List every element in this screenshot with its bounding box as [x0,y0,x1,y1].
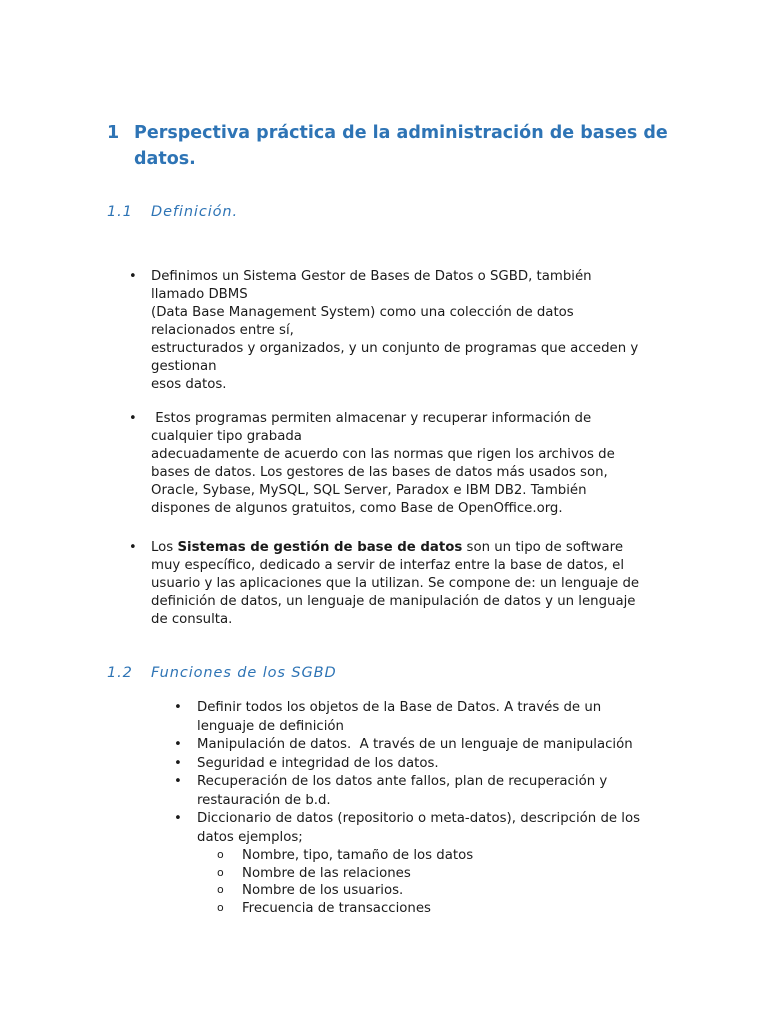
sub-bullet-marker: o [217,901,224,914]
section-number: 1.2 [107,665,133,681]
bullet-marker: • [174,756,182,771]
list-item [129,410,666,518]
list-item [129,268,666,394]
text-line: llamado DBMS [151,287,248,302]
sub-list-item [217,900,662,918]
text-line: Nombre, tipo, tamaño de los datos [242,848,474,863]
bullet-marker: • [174,774,182,789]
text-line: adecuadamente de acuerdo con las normas que rigen los archivos de [151,447,615,462]
text-line: relacionados entre sí, [151,323,294,338]
list-item [174,810,667,847]
list-item [174,699,667,736]
text-line: Definimos un Sistema Gestor de Bases de Datos o SGBD, también [151,269,592,284]
text-suffix: son un tipo de software [462,540,623,555]
text-prefix: Los [151,540,178,555]
section-number: 1.1 [107,204,133,220]
text-line: muy específico, dedicado a servir de interfaz entre la base de datos, el [151,558,625,573]
text-line: Seguridad e integridad de los datos. [197,756,439,771]
section-title: Definición. [151,204,239,220]
bullet-marker: • [129,269,137,284]
list-item [174,773,667,810]
bullet-marker: • [129,540,137,555]
text-line: dispones de algunos gratuitos, como Base de OpenOffice.org. [151,501,563,516]
text-line: esos datos. [151,377,227,392]
text-line: Estos programas permiten almacenar y recuperar información de [151,411,592,426]
bullet-marker: • [174,737,182,752]
text-line: gestionan [151,359,217,374]
text-line: Recuperación de los datos ante fallos, plan de recuperación y [197,774,608,789]
text-line: Diccionario de datos (repositorio o meta-datos), descripción de los [197,811,641,826]
text-line: estructurados y organizados, y un conjunto de programas que acceden y [151,341,639,356]
main-heading-text: Perspectiva práctica de la administración de bases de datos. [134,123,668,169]
sub-list-item [217,882,662,900]
list-item [174,755,667,774]
text-line: Nombre de los usuarios. [242,883,404,898]
text-line: lenguaje de definición [197,718,344,734]
bullet-marker: • [174,811,182,826]
sub-bullet-marker: o [217,848,224,861]
bullet-marker: • [129,411,137,426]
main-heading-number: 1 [107,123,120,143]
text-line: bases de datos. Los gestores de las bases de datos más usados son, [151,465,608,480]
text-line: Frecuencia de transacciones [242,901,431,916]
sub-list-item [217,865,662,883]
text-line: Nombre de las relaciones [242,866,411,881]
text-line: Manipulación de datos. A través de un lenguaje de manipulación [197,737,633,752]
text-line: Definir todos los objetos de la Base de Datos. A través de un [197,700,602,715]
text-line: Oracle, Sybase, MySQL, SQL Server, Paradox e IBM DB2. También [151,483,587,498]
sub-bullet-marker: o [217,866,224,879]
text-line [151,539,666,557]
text-line: restauración de b.d. [197,792,331,808]
text-line: cualquier tipo grabada [151,429,302,444]
sub-list-item [217,847,662,865]
list-item [129,539,666,629]
text-line: (Data Base Management System) como una colección de datos [151,305,574,320]
list-item [174,736,667,755]
bold-term: Sistemas de gestión de base de datos [177,540,463,555]
section-title: Funciones de los SGBD [151,665,337,681]
text-line: de consulta. [151,612,233,627]
sub-bullet-marker: o [217,883,224,896]
bullet-marker: • [174,700,182,715]
text-line: definición de datos, un lenguaje de manipulación de datos y un lenguaje [151,594,636,609]
text-line: usuario y las aplicaciones que la utilizan. Se compone de: un lenguaje de [151,576,640,591]
text-line: datos ejemplos; [197,829,303,845]
